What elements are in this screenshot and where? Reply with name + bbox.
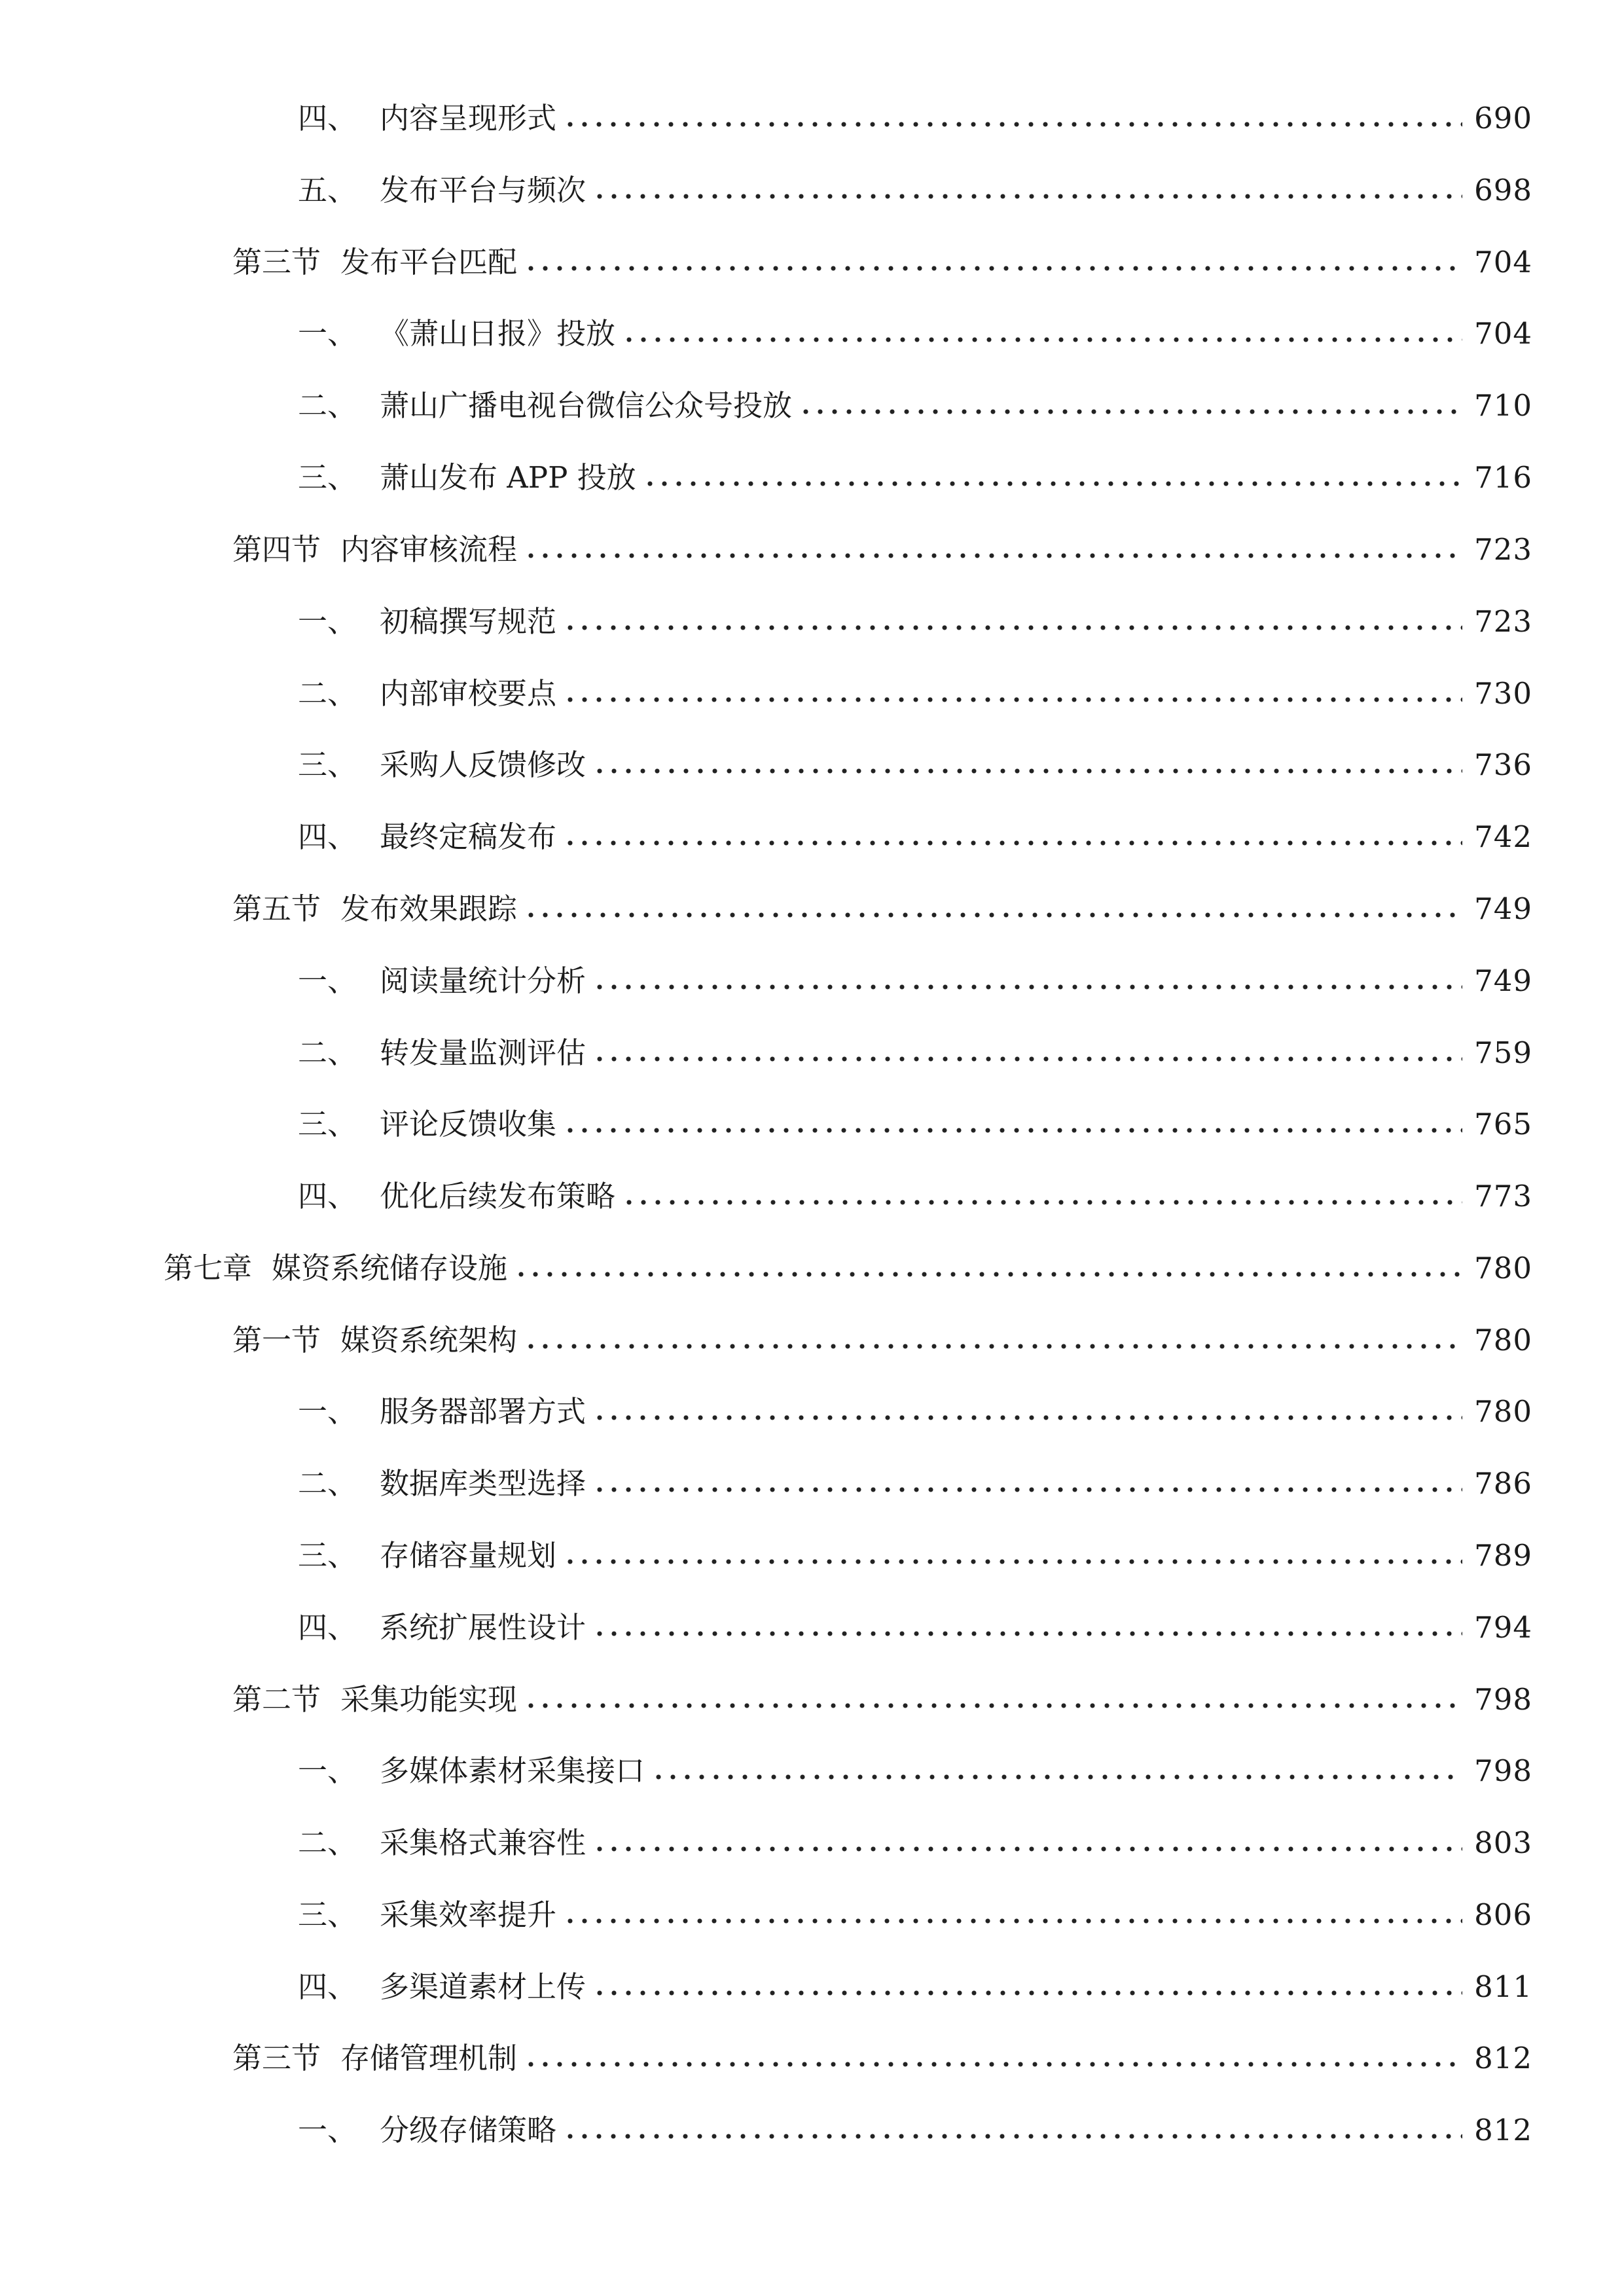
toc-entry[interactable] — [298, 592, 1532, 651]
toc-entry-number: 第五节 — [232, 891, 321, 926]
toc-entry[interactable] — [298, 2101, 1532, 2160]
toc-entry[interactable] — [298, 1742, 1532, 1801]
toc-entry-title: 存储管理机制 — [340, 2041, 518, 2075]
toc-entry-title: 存储容量规划 — [380, 1538, 557, 1573]
toc-entry-title: 萧山广播电视台微信公众号投放 — [380, 388, 793, 423]
toc-entry-page: 812 — [1474, 2113, 1532, 2147]
toc-entry-number: 第三节 — [232, 2041, 321, 2075]
toc-entry-title: 服务器部署方式 — [380, 1394, 586, 1429]
toc-entry[interactable] — [232, 1670, 1532, 1729]
toc-entry[interactable] — [232, 233, 1532, 292]
toc-entry-number: 四、 — [298, 1179, 357, 1213]
toc-entry[interactable] — [298, 304, 1532, 363]
toc-entry-number: 五、 — [298, 173, 357, 207]
toc-entry-title: 内部审校要点 — [380, 676, 557, 711]
toc-entry-page: 794 — [1474, 1610, 1532, 1645]
toc-entry[interactable] — [298, 1024, 1532, 1083]
dot-leader — [799, 408, 1462, 416]
dot-leader — [563, 1558, 1462, 1566]
toc-entry-page: 723 — [1474, 604, 1532, 639]
toc-entry-title: 采集效率提升 — [380, 1897, 557, 1932]
toc-entry-page: 742 — [1474, 819, 1532, 854]
toc-entry-page: 811 — [1474, 1969, 1532, 2004]
dot-leader — [592, 192, 1462, 200]
toc-entry-number: 第七章 — [164, 1251, 253, 1285]
toc-entry[interactable] — [298, 448, 1532, 507]
toc-entry-page: 803 — [1474, 1825, 1532, 1860]
toc-entry-title: 内容呈现形式 — [380, 101, 557, 135]
dot-leader — [592, 1630, 1462, 1638]
toc-entry-page: 749 — [1474, 963, 1532, 998]
toc-entry-page: 710 — [1474, 388, 1532, 423]
toc-entry-page: 780 — [1474, 1251, 1532, 1285]
toc-entry-title: 发布效果跟踪 — [340, 891, 518, 926]
toc-entry[interactable] — [298, 161, 1532, 220]
dot-leader — [563, 120, 1462, 128]
toc-entry-number: 三、 — [298, 460, 357, 495]
toc-entry-title: 评论反馈收集 — [380, 1107, 557, 1141]
toc-entry-title: 数据库类型选择 — [380, 1466, 586, 1501]
toc-entry-title: 媒资系统储存设施 — [272, 1251, 508, 1285]
toc-entry[interactable] — [298, 1526, 1532, 1585]
toc-entry-number: 四、 — [298, 819, 357, 854]
toc-entry-page: 716 — [1474, 460, 1532, 495]
toc-entry-title: 多渠道素材上传 — [380, 1969, 586, 2004]
toc-entry-number: 二、 — [298, 1466, 357, 1501]
toc-entry[interactable] — [164, 1239, 1532, 1298]
dot-leader — [651, 1773, 1462, 1781]
toc-entry[interactable] — [232, 1311, 1532, 1370]
toc-entry-number: 三、 — [298, 1107, 357, 1141]
toc-entry-page: 780 — [1474, 1323, 1532, 1357]
dot-leader — [524, 1342, 1462, 1350]
toc-entry-title: 萧山发布 APP 投放 — [380, 460, 636, 495]
toc-entry-number: 第二节 — [232, 1682, 321, 1717]
dot-leader — [563, 624, 1462, 632]
toc-entry-page: 690 — [1474, 101, 1532, 135]
toc-entry-number: 三、 — [298, 1538, 357, 1573]
toc-entry-title: 优化后续发布策略 — [380, 1179, 616, 1213]
toc-entry[interactable] — [298, 1167, 1532, 1226]
dot-leader — [643, 480, 1462, 488]
toc-entry-title: 媒资系统架构 — [340, 1323, 518, 1357]
toc-entry-page: 765 — [1474, 1107, 1532, 1141]
toc-entry-title: 发布平台与频次 — [380, 173, 586, 207]
toc-entry[interactable] — [232, 880, 1532, 939]
toc-entry-page: 786 — [1474, 1466, 1532, 1501]
toc-entry-title: 发布平台匹配 — [340, 245, 518, 279]
toc-entry-number: 一、 — [298, 963, 357, 998]
toc-entry-page: 789 — [1474, 1538, 1532, 1573]
toc-entry[interactable] — [298, 664, 1532, 723]
toc-entry[interactable] — [298, 1598, 1532, 1657]
toc-entry-number: 四、 — [298, 101, 357, 135]
toc-entry-title: 初稿撰写规范 — [380, 604, 557, 639]
toc-entry-number: 第三节 — [232, 245, 321, 279]
toc-entry-page: 704 — [1474, 316, 1532, 351]
dot-leader — [524, 1702, 1462, 1710]
toc-entry-title: 采集功能实现 — [340, 1682, 518, 1717]
dot-leader — [563, 2132, 1462, 2140]
dot-leader — [524, 2060, 1462, 2068]
dot-leader — [592, 1055, 1462, 1063]
dot-leader — [622, 336, 1462, 344]
toc-entry-title: 采集格式兼容性 — [380, 1825, 586, 1860]
toc-entry-number: 二、 — [298, 388, 357, 423]
toc-entry-number: 一、 — [298, 316, 357, 351]
toc-entry-number: 一、 — [298, 604, 357, 639]
toc-entry-number: 第一节 — [232, 1323, 321, 1357]
toc-entry-number: 三、 — [298, 747, 357, 782]
toc-entry-page: 798 — [1474, 1682, 1532, 1717]
dot-leader — [592, 1989, 1462, 1997]
toc-entry[interactable] — [298, 376, 1532, 435]
toc-entry-number: 四、 — [298, 1969, 357, 2004]
dot-leader — [592, 1845, 1462, 1853]
toc-entry-page: 704 — [1474, 245, 1532, 279]
toc-entry-number: 一、 — [298, 1753, 357, 1788]
toc-entry-title: 多媒体素材采集接口 — [380, 1753, 645, 1788]
toc-entry-page: 812 — [1474, 2041, 1532, 2075]
toc-entry[interactable] — [298, 1814, 1532, 1873]
toc-entry-page: 759 — [1474, 1035, 1532, 1070]
toc-entry-page: 730 — [1474, 676, 1532, 711]
toc-entry[interactable] — [298, 808, 1532, 867]
toc-entry-number: 一、 — [298, 2113, 357, 2147]
dot-leader — [563, 1126, 1462, 1134]
toc-entry[interactable] — [298, 1958, 1532, 2017]
toc-entry-page: 773 — [1474, 1179, 1532, 1213]
toc-entry-page: 798 — [1474, 1753, 1532, 1788]
toc-entry-page: 780 — [1474, 1394, 1532, 1429]
toc-entry-number: 三、 — [298, 1897, 357, 1932]
toc-entry-page: 698 — [1474, 173, 1532, 207]
toc-entry-title: 转发量监测评估 — [380, 1035, 586, 1070]
toc-entry-title: 系统扩展性设计 — [380, 1610, 586, 1645]
toc-entry[interactable] — [232, 520, 1532, 579]
toc-entry-title: 分级存储策略 — [380, 2113, 557, 2147]
toc-entry[interactable] — [298, 89, 1532, 148]
dot-leader — [563, 696, 1462, 704]
toc-entry[interactable] — [298, 952, 1532, 1011]
toc-entry[interactable] — [298, 1886, 1532, 1945]
dot-leader — [592, 1486, 1462, 1494]
toc-entry-number: 二、 — [298, 1035, 357, 1070]
toc-entry[interactable] — [298, 1454, 1532, 1513]
toc-entry[interactable] — [298, 736, 1532, 795]
dot-leader — [514, 1270, 1462, 1278]
toc-entry-title: 内容审核流程 — [340, 532, 518, 567]
dot-leader — [563, 839, 1462, 847]
dot-leader — [524, 911, 1462, 919]
dot-leader — [524, 552, 1462, 560]
toc-entry-title: 采购人反馈修改 — [380, 747, 586, 782]
toc-entry-page: 723 — [1474, 532, 1532, 567]
toc-entry-number: 二、 — [298, 676, 357, 711]
dot-leader — [592, 983, 1462, 991]
dot-leader — [592, 1414, 1462, 1422]
toc-entry-number: 二、 — [298, 1825, 357, 1860]
dot-leader — [592, 767, 1462, 775]
dot-leader — [524, 264, 1462, 272]
toc-entry[interactable] — [298, 1382, 1532, 1441]
toc-entry-number: 第四节 — [232, 532, 321, 567]
toc-entry-page: 736 — [1474, 747, 1532, 782]
dot-leader — [622, 1198, 1462, 1206]
toc-entry-title: 《萧山日报》投放 — [380, 316, 616, 351]
toc-entry-title: 最终定稿发布 — [380, 819, 557, 854]
toc-entry[interactable] — [298, 1095, 1532, 1154]
toc-entry-title: 阅读量统计分析 — [380, 963, 586, 998]
toc-entry-number: 四、 — [298, 1610, 357, 1645]
toc-entry-number: 一、 — [298, 1394, 357, 1429]
toc-entry[interactable] — [232, 2029, 1532, 2088]
toc-entry-page: 749 — [1474, 891, 1532, 926]
dot-leader — [563, 1917, 1462, 1925]
toc-entry-page: 806 — [1474, 1897, 1532, 1932]
